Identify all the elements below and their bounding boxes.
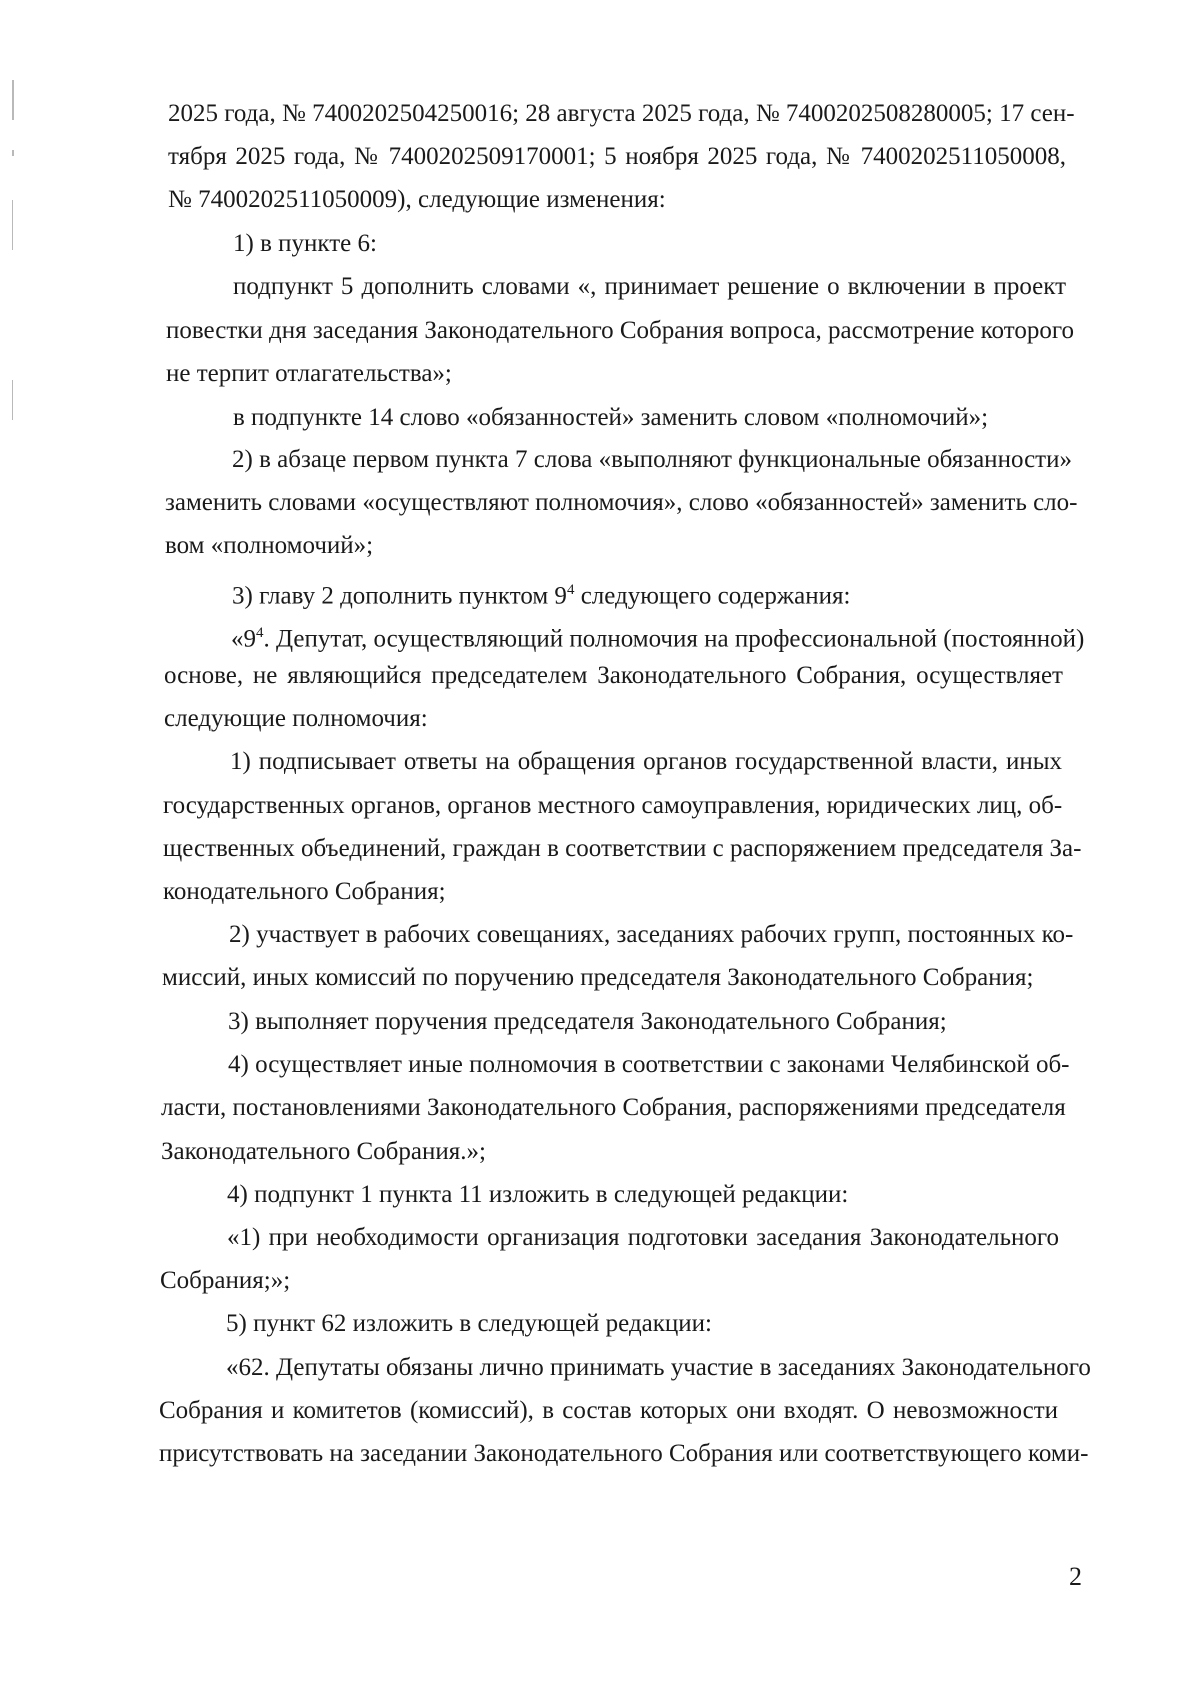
text-line: государственных органов, органов местного самоуправления, юридических лиц, об-: [163, 792, 1063, 819]
text-line: 1) в пункте 6:: [233, 230, 377, 257]
text-line: «62. Депутаты обязаны лично принимать участие в заседаниях Законодательного: [226, 1354, 1091, 1381]
text-line: тября 2025 года, № 7400202509170001; 5 ноября 2025 года, № 7400202511050008,: [168, 143, 1066, 170]
scan-margin-mark: [12, 150, 14, 156]
scan-margin-mark: [12, 380, 13, 420]
text-line: заменить словами «осуществляют полномочия», слово «обязанностей» заменить сло-: [165, 489, 1078, 516]
text-line: следующие полномочия:: [164, 705, 428, 732]
text-line: в подпункте 14 слово «обязанностей» заменить словом «полномочий»;: [233, 404, 989, 431]
text-line: подпункт 5 дополнить словами «, принимает решение о включении в проект: [233, 273, 1066, 300]
text-line: № 7400202511050009), следующие изменения:: [168, 186, 666, 213]
text-line: присутствовать на заседании Законодательного Собрания или соответствующего коми-: [159, 1440, 1089, 1467]
superscript: 4: [256, 625, 264, 641]
superscript: 4: [566, 582, 575, 598]
text-line: 5) пункт 62 изложить в следующей редакции:: [226, 1310, 712, 1337]
text-segment: [231, 618, 1084, 654]
text-line: Собрания;»;: [160, 1267, 291, 1294]
text-line: не терпит отлагательства»;: [166, 360, 452, 387]
text-line: [231, 618, 1085, 654]
text-line: вом «полномочий»;: [165, 532, 374, 559]
scan-margin-mark: [12, 200, 13, 250]
text-line: Законодательного Собрания.»;: [161, 1138, 486, 1165]
text-segment: . Депутат, осуществляющий полномочия на профессиональной (постоянной): [263, 625, 1085, 653]
text-line: Собрания и комитетов (комиссий), в состав которых они входят. О невозможности: [159, 1397, 1058, 1424]
text-line: 4) подпункт 1 пункта 11 изложить в следующей редакции:: [227, 1181, 849, 1208]
text-line: «1) при необходимости организация подготовки заседания Законодательного: [227, 1224, 1059, 1251]
text-line: ласти, постановлениями Законодательного Собрания, распоряжениями председателя: [161, 1094, 1066, 1121]
text-segment: «9: [231, 625, 256, 653]
scan-margin-mark: [12, 80, 14, 120]
text-line: 2) участвует в рабочих совещаниях, заседаниях рабочих групп, постоянных ко-: [229, 921, 1074, 948]
text-line: 1) подписывает ответы на обращения органов государственной власти, иных: [230, 748, 1062, 775]
text-line: 3) выполняет поручения председателя Законодательного Собрания;: [228, 1008, 947, 1035]
text-line: повестки дня заседания Законодательного Собрания вопроса, рассмотрение которого: [166, 317, 1074, 344]
text-line: щественных объединений, граждан в соответствии с распоряжением председателя За-: [163, 835, 1082, 862]
text-line: [232, 575, 850, 611]
text-line: основе, не являющийся председателем Законодательного Собрания, осуществляет: [164, 662, 1063, 689]
page-number: 2: [1069, 1562, 1082, 1591]
text-segment: следующего содержания:: [574, 582, 851, 610]
text-line: 2) в абзаце первом пункта 7 слова «выполняют функциональные обязанности»: [232, 446, 1072, 473]
text-line: 2025 года, № 7400202504250016; 28 августа 2025 года, № 7400202508280005; 17 сен-: [168, 100, 1075, 127]
text-line: миссий, иных комиссий по поручению председателя Законодательного Собрания;: [162, 964, 1034, 991]
text-line: конодательного Собрания;: [163, 878, 446, 905]
text-line: 4) осуществляет иные полномочия в соответствии с законами Челябинской об-: [228, 1051, 1070, 1078]
text-segment: 3) главу 2 дополнить пунктом 9: [232, 582, 567, 610]
